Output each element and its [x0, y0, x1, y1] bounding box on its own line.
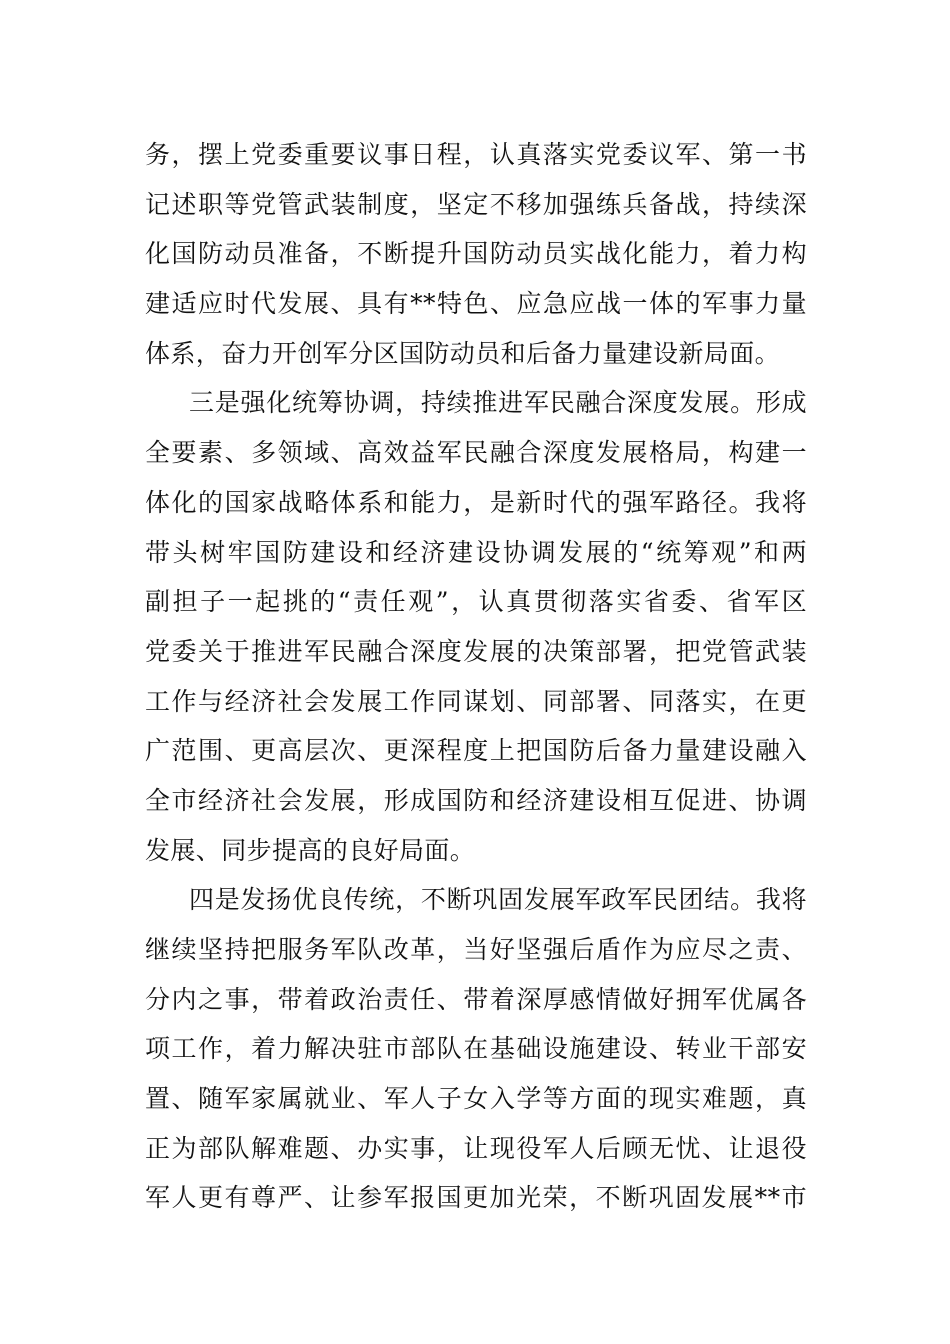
text-line: 全市经济社会发展，形成国防和经济建设相互促进、协调 [145, 785, 807, 815]
text-line: 工作与经济社会发展工作同谋划、同部署、同落实，在更 [145, 686, 807, 716]
paragraph-point-three [145, 378, 807, 875]
text-line: 体系，奋力开创军分区国防动员和后备力量建设新局面。 [145, 338, 781, 368]
text-line: 全要素、多领域、高效益军民融合深度发展格局，构建一 [145, 438, 807, 468]
text-line: 正为部队解难题、办实事，让现役军人后顾无忧、让退役 [145, 1133, 807, 1163]
text-line: 继续坚持把服务军队改革，当好坚强后盾作为应尽之责、 [145, 935, 807, 964]
paragraph-continuation [145, 130, 807, 378]
text-line: 置、随军家属就业、军人子女入学等方面的现实难题，真 [145, 1084, 807, 1114]
paragraph-point-four [145, 875, 807, 1223]
text-line: 发展、同步提高的良好局面。 [145, 835, 476, 865]
text-line: 党委关于推进军民融合深度发展的决策部署，把党管武装 [145, 636, 807, 666]
text-line: 广范围、更高层次、更深程度上把国防后备力量建设融入 [145, 736, 807, 766]
text-line: 三是强化统筹协调，持续推进军民融合深度发展。形成 [189, 388, 807, 418]
document-body [145, 130, 807, 1223]
text-line: 体化的国家战略体系和能力，是新时代的强军路径。我将 [145, 487, 807, 517]
text-line: 化国防动员准备，不断提升国防动员实战化能力，着力构 [145, 239, 807, 269]
text-line: 记述职等党管武装制度，坚定不移加强练兵备战，持续深 [145, 189, 807, 219]
text-line: 带头树牢国防建设和经济建设协调发展的“统筹观”和两 [145, 537, 807, 567]
text-line: 四是发扬优良传统，不断巩固发展军政军民团结。我将 [189, 885, 807, 915]
text-line: 军人更有尊严、让参军报国更加光荣，不断巩固发展**市 [145, 1183, 807, 1213]
text-line: 分内之事，带着政治责任、带着深厚感情做好拥军优属各 [145, 984, 807, 1014]
text-line: 建适应时代发展、具有**特色、应急应战一体的军事力量 [145, 289, 807, 319]
text-line: 务，摆上党委重要议事日程，认真落实党委议军、第一书 [145, 140, 807, 169]
text-line: 项工作，着力解决驻市部队在基础设施建设、转业干部安 [145, 1034, 807, 1064]
text-line: 副担子一起挑的“责任观”，认真贯彻落实省委、省军区 [145, 587, 807, 617]
